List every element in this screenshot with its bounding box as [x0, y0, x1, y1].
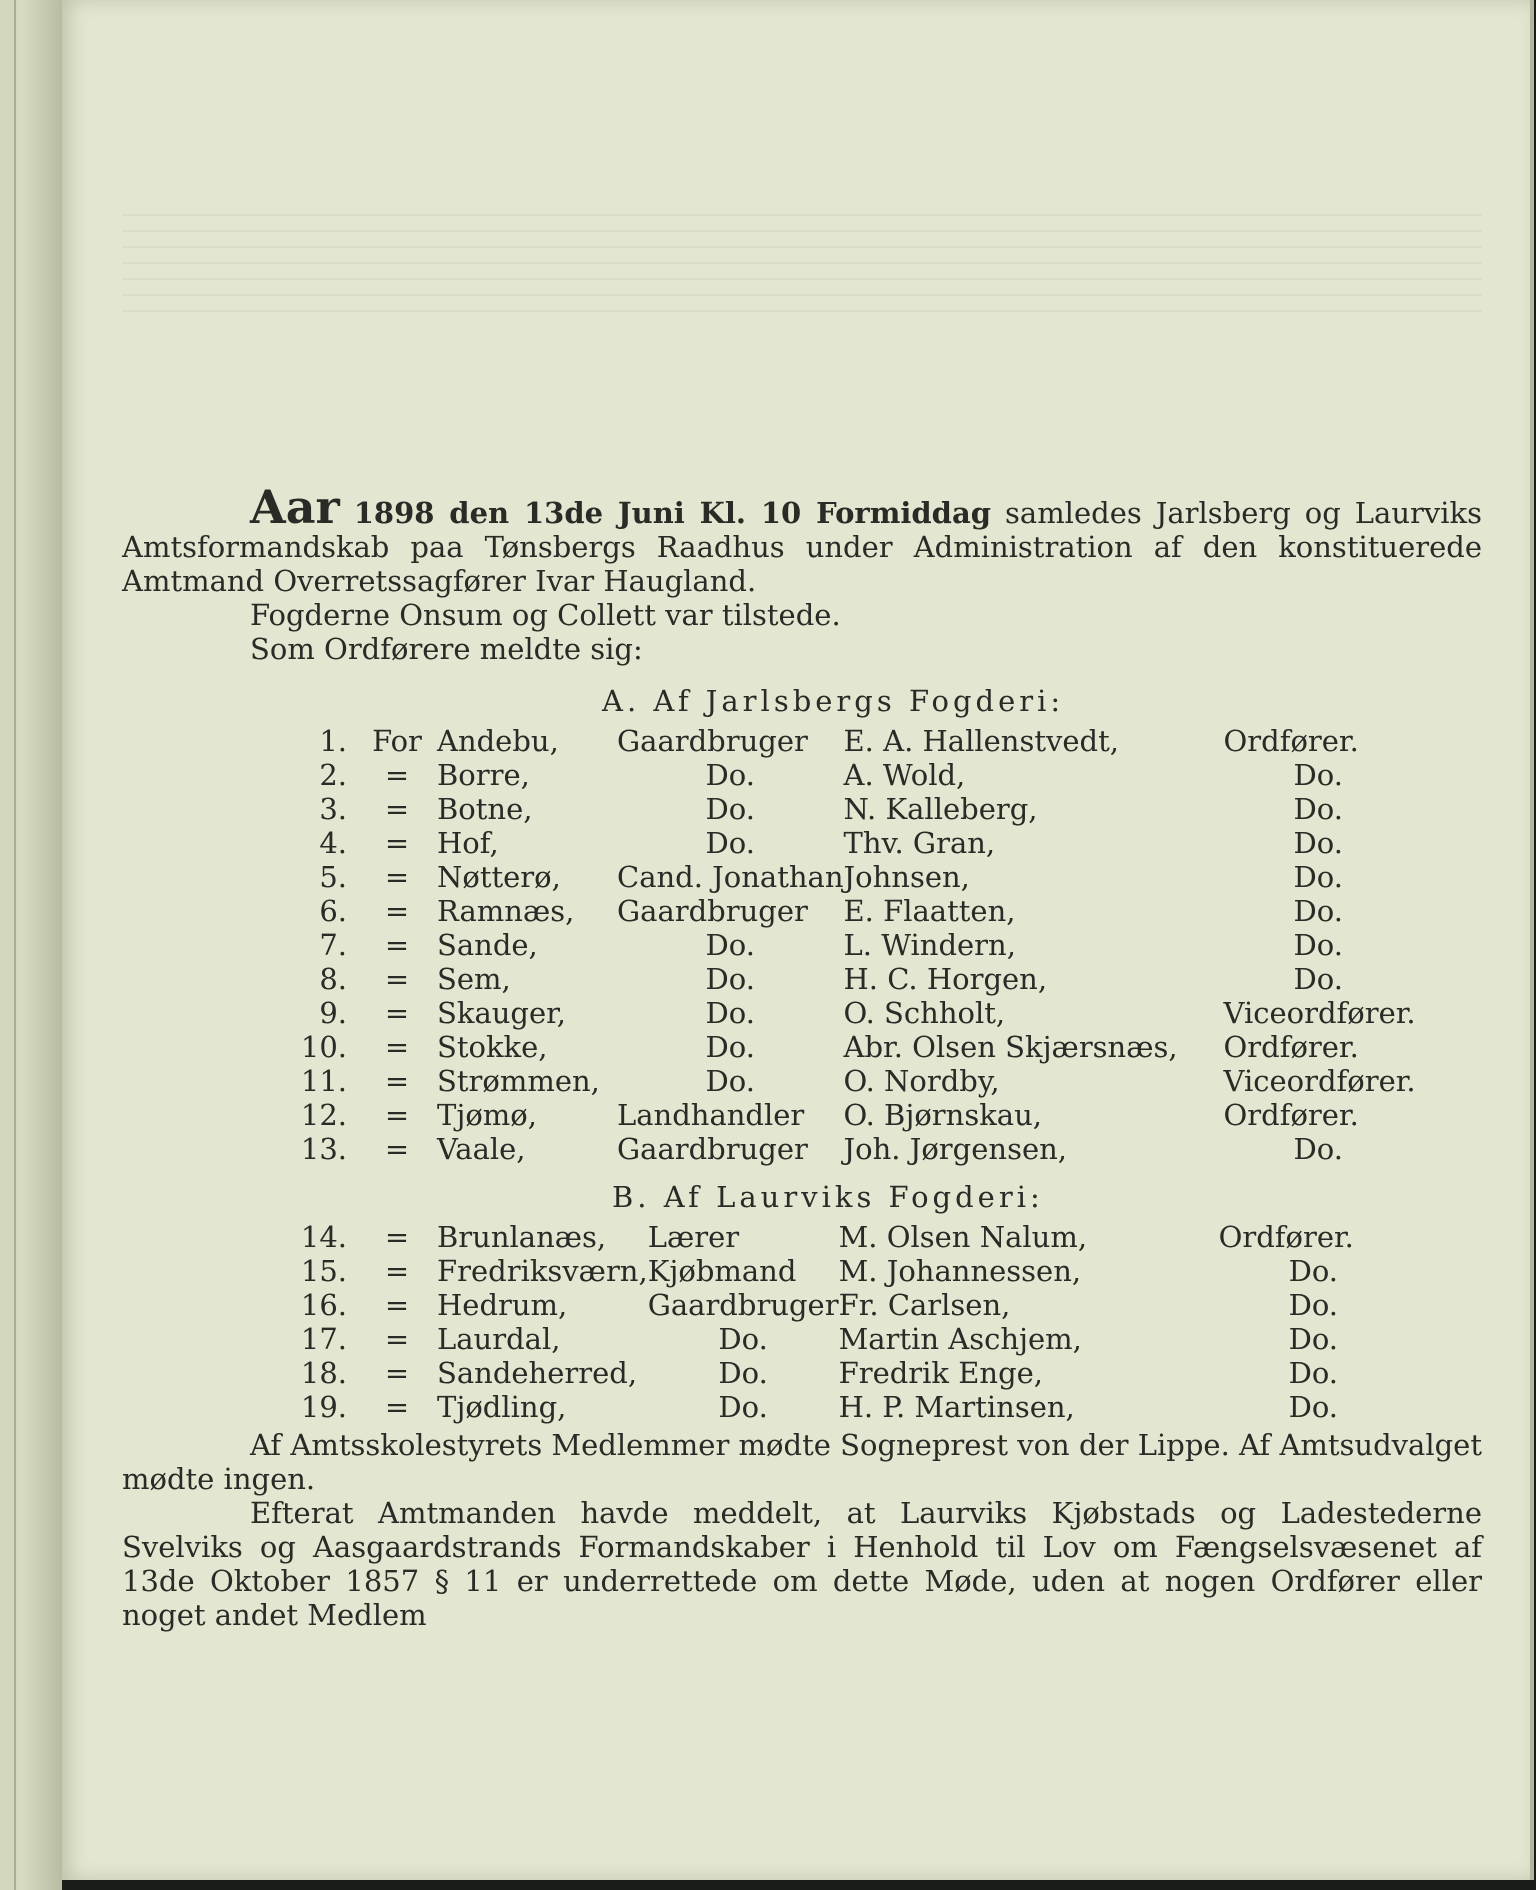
- row-occupation: Do.: [705, 758, 755, 792]
- table-row: [122, 1064, 1482, 1098]
- table-row: [122, 1254, 1482, 1288]
- row-prefix: =: [384, 826, 410, 860]
- row-role: Do.: [1288, 1390, 1338, 1424]
- bleed-through-texture: [122, 200, 1482, 320]
- row-number: 14.: [300, 1220, 347, 1254]
- row-number: 17.: [300, 1322, 347, 1356]
- row-occupation: Landhandler: [617, 1098, 805, 1132]
- section-a-table: [122, 724, 1482, 1166]
- row-name: O. Bjørnskau,: [843, 1098, 1042, 1132]
- row-number: 10.: [300, 1030, 347, 1064]
- row-number: 7.: [319, 928, 347, 962]
- row-name: A. Wold,: [843, 758, 966, 792]
- row-place: Hedrum,: [437, 1288, 568, 1322]
- row-name: Abr. Olsen Skjærsnæs,: [843, 1030, 1178, 1064]
- row-role: Do.: [1288, 1322, 1338, 1356]
- row-role: Do.: [1293, 860, 1343, 894]
- table-row: [122, 1030, 1482, 1064]
- row-place: Nøtterø,: [437, 860, 561, 894]
- row-number: 12.: [300, 1098, 347, 1132]
- row-role: Ordfører.: [1223, 1030, 1359, 1064]
- table-row: [122, 1322, 1482, 1356]
- row-role: Do.: [1293, 894, 1343, 928]
- row-number: 16.: [300, 1288, 347, 1322]
- row-number: 5.: [319, 860, 347, 894]
- row-prefix: =: [384, 1220, 410, 1254]
- row-role: Do.: [1293, 758, 1343, 792]
- row-number: 8.: [319, 962, 347, 996]
- row-role: Do.: [1288, 1356, 1338, 1390]
- row-occupation: Do.: [705, 928, 755, 962]
- row-role: Viceordfører.: [1223, 996, 1416, 1030]
- row-occupation: Gaardbruger: [617, 894, 808, 928]
- table-row: [122, 962, 1482, 996]
- row-place: Ramnæs,: [437, 894, 575, 928]
- row-occupation: Do.: [705, 962, 755, 996]
- row-prefix: =: [384, 1288, 410, 1322]
- row-place: Skauger,: [437, 996, 567, 1030]
- row-name: H. P. Martinsen,: [838, 1390, 1075, 1424]
- drop-word: Aar: [250, 480, 340, 534]
- table-row: [122, 826, 1482, 860]
- row-prefix: =: [384, 962, 410, 996]
- section-a-title: A. Af Jarlsbergs Fogderi:: [602, 684, 1065, 718]
- row-role: Ordfører.: [1218, 1220, 1354, 1254]
- table-row: [122, 758, 1482, 792]
- row-role: Do.: [1293, 1132, 1343, 1166]
- row-role: Ordfører.: [1223, 1098, 1359, 1132]
- table-row: [122, 1356, 1482, 1390]
- row-place: Stokke,: [437, 1030, 548, 1064]
- row-role: Do.: [1288, 1288, 1338, 1322]
- row-number: 11.: [300, 1064, 347, 1098]
- table-row: [122, 894, 1482, 928]
- row-place: Brunlanæs,: [437, 1220, 607, 1254]
- row-place: Strømmen,: [437, 1064, 600, 1098]
- row-place: Botne,: [437, 792, 533, 826]
- school-board-paragraph: Af Amtsskolestyrets Medlemmer mødte Sogneprest von der Lippe. Af Amtsudvalget mødte ingen.: [122, 1428, 1482, 1496]
- row-name: E. A. Hallenstvedt,: [843, 724, 1119, 758]
- row-occupation: Do.: [705, 1064, 755, 1098]
- row-occupation: Do.: [718, 1356, 768, 1390]
- row-number: 1.: [319, 724, 347, 758]
- row-role: Do.: [1293, 826, 1343, 860]
- row-occupation: Do.: [718, 1322, 768, 1356]
- row-prefix: =: [384, 1390, 410, 1424]
- table-row: [122, 860, 1482, 894]
- row-occupation: Do.: [705, 1030, 755, 1064]
- row-name: N. Kalleberg,: [843, 792, 1038, 826]
- row-name: L. Windern,: [843, 928, 1016, 962]
- row-prefix: =: [384, 860, 410, 894]
- row-number: 3.: [319, 792, 347, 826]
- row-prefix: =: [384, 894, 410, 928]
- table-row: [122, 1220, 1482, 1254]
- row-place: Sandeherred,: [437, 1356, 638, 1390]
- row-name: H. C. Horgen,: [843, 962, 1048, 996]
- row-place: Laurdal,: [437, 1322, 561, 1356]
- table-row: [122, 1390, 1482, 1424]
- row-place: Sande,: [437, 928, 538, 962]
- book-spine-edge: [0, 0, 16, 1890]
- attendance-line: Fogderne Onsum og Collett var tilstede.: [250, 598, 841, 632]
- row-role: Ordfører.: [1223, 724, 1359, 758]
- notification-paragraph: Efterat Amtmanden havde meddelt, at Laurviks Kjøbstads og Ladestederne Svelviks og Aasgaardstrands Formandskaber i Henhold til Lov om Fængselsvæsenet af 13de Oktober 1857 § 11 er underrettede om dette Møde, uden at nogen Ordfører eller noget andet Medlem: [122, 1496, 1482, 1632]
- row-name: Thv. Gran,: [843, 826, 996, 860]
- ordforere-line: Som Ordførere meldte sig:: [250, 632, 643, 666]
- table-row: [122, 1288, 1482, 1322]
- row-prefix: =: [384, 1356, 410, 1390]
- row-name: O. Schholt,: [843, 996, 1006, 1030]
- row-prefix: =: [384, 928, 410, 962]
- table-row: [122, 996, 1482, 1030]
- table-row: [122, 928, 1482, 962]
- section-b-title: B. Af Laurviks Fogderi:: [612, 1180, 1044, 1214]
- row-occupation: Do.: [705, 996, 755, 1030]
- row-place: Tjømø,: [437, 1098, 537, 1132]
- row-prefix: =: [384, 996, 410, 1030]
- row-name: Joh. Jørgensen,: [843, 1132, 1068, 1166]
- document-body: [122, 480, 1482, 1632]
- row-place: Sem,: [437, 962, 511, 996]
- row-occupation: Do.: [705, 826, 755, 860]
- row-name: Martin Aschjem,: [838, 1322, 1082, 1356]
- row-number: 6.: [319, 894, 347, 928]
- row-place: Tjødling,: [437, 1390, 567, 1424]
- row-number: 4.: [319, 826, 347, 860]
- row-name: Fredrik Enge,: [838, 1356, 1044, 1390]
- row-place: Vaale,: [437, 1132, 526, 1166]
- row-role: Viceordfører.: [1223, 1064, 1416, 1098]
- row-role: Do.: [1293, 928, 1343, 962]
- table-row: [122, 792, 1482, 826]
- row-occupation: Do.: [705, 792, 755, 826]
- row-prefix: =: [384, 758, 410, 792]
- row-occupation: Gaardbruger: [617, 1132, 808, 1166]
- row-prefix: =: [384, 1322, 410, 1356]
- row-place: Andebu,: [437, 724, 559, 758]
- document-page: [62, 0, 1534, 1880]
- row-place: Borre,: [437, 758, 530, 792]
- row-number: 19.: [300, 1390, 347, 1424]
- row-name: M. Johannessen,: [838, 1254, 1082, 1288]
- row-number: 13.: [300, 1132, 347, 1166]
- row-role: Do.: [1288, 1254, 1338, 1288]
- row-occupation: Lærer: [647, 1220, 740, 1254]
- row-prefix: =: [384, 1030, 410, 1064]
- row-occupation: Do.: [718, 1390, 768, 1424]
- row-prefix: =: [384, 1064, 410, 1098]
- row-prefix: =: [384, 792, 410, 826]
- table-row: [122, 1132, 1482, 1166]
- row-occupation: Kjøbmand: [647, 1254, 797, 1288]
- section-b-table: [122, 1220, 1482, 1424]
- row-prefix: =: [384, 1132, 410, 1166]
- row-role: Do.: [1293, 792, 1343, 826]
- row-prefix: =: [384, 1254, 410, 1288]
- row-name: Fr. Carlsen,: [838, 1288, 1011, 1322]
- intro-paragraph: [122, 480, 1482, 598]
- row-prefix: For: [372, 724, 422, 758]
- row-number: 9.: [319, 996, 347, 1030]
- row-name: M. Olsen Nalum,: [838, 1220, 1088, 1254]
- row-place: Fredriksværn,: [437, 1254, 648, 1288]
- row-name: O. Nordby,: [843, 1064, 1000, 1098]
- row-name: E. Flaatten,: [843, 894, 1016, 928]
- row-place: Hof,: [437, 826, 499, 860]
- row-occupation: Cand. Jonathan: [617, 860, 844, 894]
- intro-text: samledes Jarlsberg og Laurviks Amtsformandskab paa Tønsbergs Raadhus under Administration af den konstituerede Amtmand Overretssagfører Ivar Haugland.: [122, 496, 1482, 598]
- row-prefix: =: [384, 1098, 410, 1132]
- row-occupation: Gaardbruger: [617, 724, 808, 758]
- row-name: Johnsen,: [843, 860, 970, 894]
- row-number: 15.: [300, 1254, 347, 1288]
- table-row: [122, 724, 1482, 758]
- row-occupation: Gaardbruger: [647, 1288, 839, 1322]
- table-row: [122, 1098, 1482, 1132]
- row-number: 18.: [300, 1356, 347, 1390]
- row-role: Do.: [1293, 962, 1343, 996]
- date-phrase: 1898 den 13de Juni Kl. 10 Formiddag: [353, 496, 992, 530]
- row-number: 2.: [319, 758, 347, 792]
